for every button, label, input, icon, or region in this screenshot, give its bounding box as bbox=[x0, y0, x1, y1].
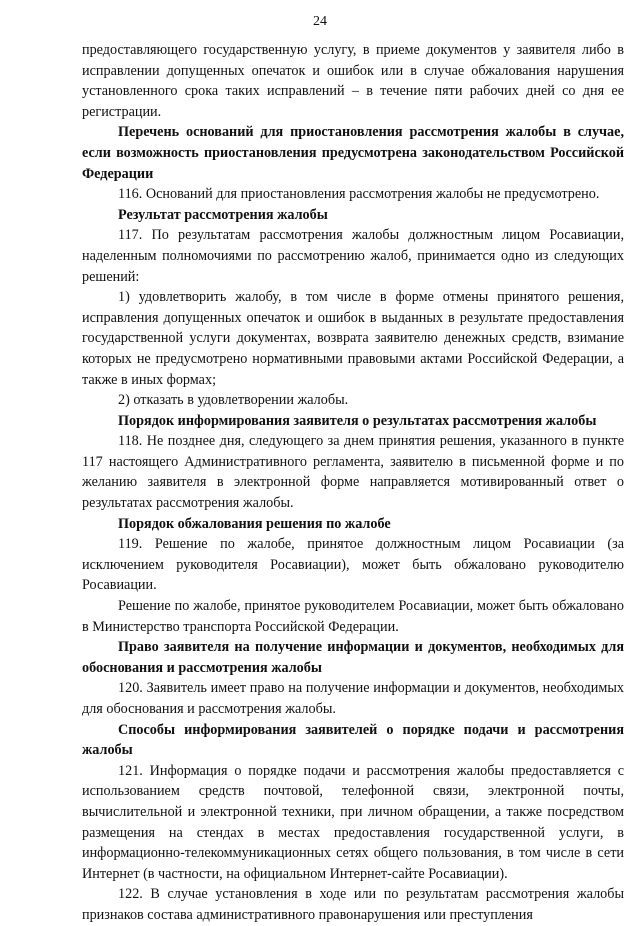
paragraph: 119. Решение по жалобе, принятое должностным лицом Росавиации (за исключением руководителя Росавиации), может быть обжаловано руководителю Росавиации. bbox=[82, 536, 624, 594]
section-heading: Перечень оснований для приостановления рассмотрения жалобы в случае, если возможность приостановления предусмотрена законодательством Российской Федерации bbox=[82, 124, 624, 182]
section-heading: Способы информирования заявителей о порядке подачи и рассмотрения жалобы bbox=[82, 721, 624, 759]
page-number: 24 bbox=[313, 14, 327, 29]
document-body bbox=[82, 40, 624, 926]
section-heading: Право заявителя на получение информации и документов, необходимых для обоснования и рассмотрения жалобы bbox=[82, 639, 624, 676]
paragraph: 120. Заявитель имеет право на получение информации и документов, необходимых для обоснования и рассмотрения жалобы. bbox=[82, 680, 624, 717]
paragraph: 122. В случае установления в ходе или по результатам рассмотрения жалобы признаков состава административного правонарушения или преступления bbox=[82, 886, 624, 923]
list-item: 1) удовлетворить жалобу, в том числе в форме отмены принятого решения, исправления допущенных опечаток и ошибок в выданных в результате предоставления государственной услуги документах, возврата заявителю денежных средств, взимание которых не предусмотрено нормативными правовыми актами Российской Федерации, а также в иных формах; bbox=[82, 289, 624, 388]
list-item: 2) отказать в удовлетворении жалобы. bbox=[118, 392, 349, 409]
paragraph: 118. Не позднее дня, следующего за днем принятия решения, указанного в пункте 117 настоящего Административного регламента, заявителю в письменной форме и по желанию заявителя в электронной форме направляется мотивированный ответ о результатах рассмотрения жалобы. bbox=[82, 433, 624, 512]
section-heading: Порядок обжалования решения по жалобе bbox=[118, 515, 391, 532]
paragraph: 116. Оснований для приостановления рассмотрения жалобы не предусмотрено. bbox=[118, 186, 600, 203]
paragraph-continuation: предоставляющего государственную услугу, в приеме документов у заявителя либо в исправлении допущенных опечаток и ошибок или в случае обжалования нарушения установленного срока таких исправлений – в течение пяти рабочих дней со дня ее регистрации. bbox=[82, 42, 624, 120]
paragraph: 117. По результатам рассмотрения жалобы должностным лицом Росавиации, наделенным полномочиями по рассмотрению жалоб, принимается одно из следующих решений: bbox=[82, 227, 624, 285]
paragraph: Решение по жалобе, принятое руководителем Росавиации, может быть обжаловано в Министерство транспорта Российской Федерации. bbox=[82, 598, 624, 635]
paragraph: 121. Информация о порядке подачи и рассмотрения жалобы предоставляется с использованием средств почтовой, телефонной связи, электронной почты, вычислительной и электронной техники, при личном обращении, а также посредством размещения на стендах в местах предоставления государственной услуги, в информационно-телекоммуникационных сетях общего пользования, в том числе в сети Интернет (в частности, на официальном Интернет-сайте Росавиации). bbox=[82, 762, 624, 882]
section-heading: Результат рассмотрения жалобы bbox=[118, 206, 328, 223]
section-heading: Порядок информирования заявителя о результатах рассмотрения жалобы bbox=[118, 412, 597, 429]
